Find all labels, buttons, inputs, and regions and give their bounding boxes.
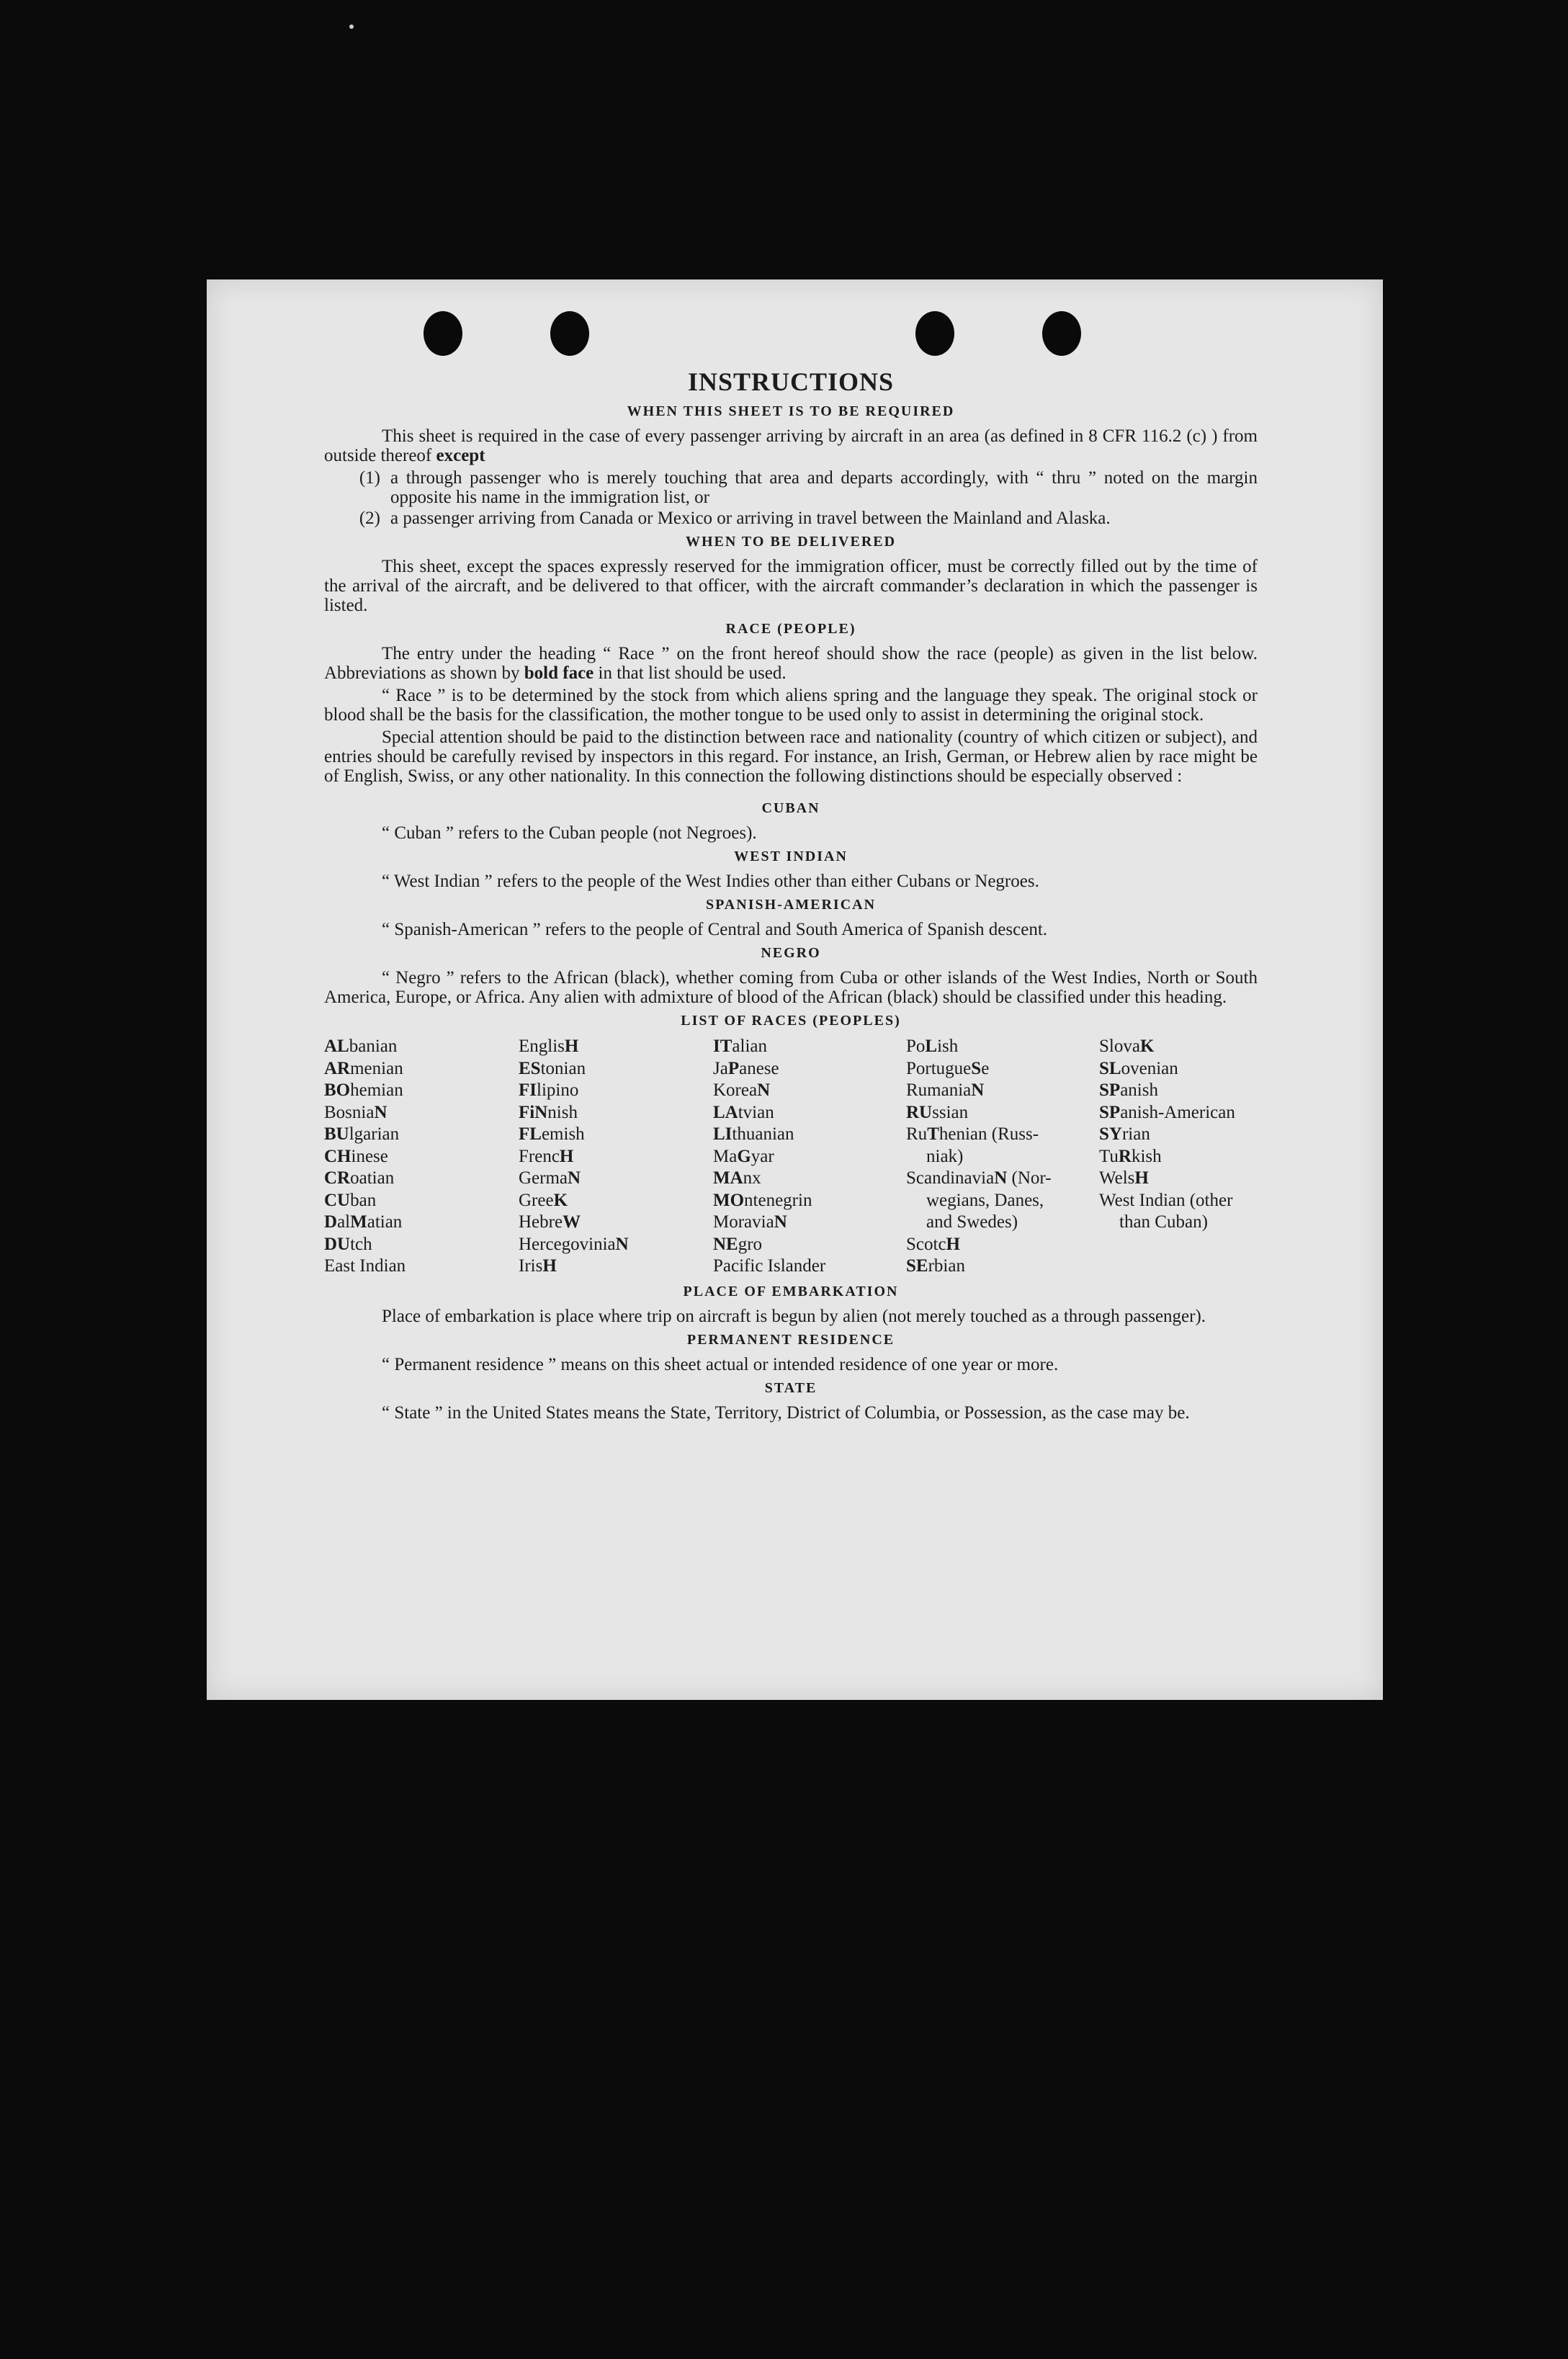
race-entry	[519, 1058, 713, 1080]
race-abbreviation: H	[1134, 1168, 1149, 1188]
race-entry	[1099, 1036, 1258, 1058]
negro-text: “ Negro ” refers to the African (black), whether coming from Cuba or other islands of the West Indies, North or South America, Europe, or Africa. Any alien with admixture of blood of the African (black) should be classified under this heading.	[324, 968, 1258, 1007]
race-abbreviation: K	[1139, 1037, 1155, 1056]
section-heading-races-list: LIST OF RACES (PEOPLES)	[681, 1013, 901, 1029]
race-name-part: hemian	[350, 1080, 403, 1100]
bold-face-text: bold face	[524, 663, 594, 683]
when-required-intro: This sheet is required in the case of every passenger arriving by aircraft in an area (as defined in 8 CFR 116.2 (c) ) from outside thereof except	[324, 426, 1258, 465]
exception-item	[324, 468, 1258, 507]
race-name-part: Frenc	[519, 1146, 560, 1166]
race-name-part: anish-American	[1120, 1102, 1235, 1122]
race-abbreviation: P	[727, 1058, 740, 1078]
except-bold: except	[436, 446, 485, 465]
race-name-part: Germa	[519, 1168, 568, 1188]
section-heading-negro: NEGRO	[761, 945, 821, 961]
race-name-part: Ja	[713, 1058, 728, 1078]
race-entry	[324, 1036, 519, 1058]
race-entry	[906, 1212, 1099, 1234]
race-entry	[906, 1234, 1099, 1256]
section-heading-race: RACE (PEOPLE)	[725, 621, 856, 637]
race-entry	[519, 1212, 713, 1234]
race-entry	[519, 1124, 713, 1146]
race-entry	[713, 1190, 906, 1212]
race-abbreviation: AR	[324, 1058, 351, 1078]
race-abbreviation: SP	[1099, 1080, 1121, 1100]
race-name-part: atian	[367, 1212, 403, 1232]
race-abbreviation: ES	[519, 1058, 541, 1078]
race-abbreviation: H	[559, 1146, 574, 1166]
race-name-part: Slova	[1099, 1037, 1140, 1056]
race-abbreviation: K	[553, 1190, 568, 1210]
race-entry	[324, 1102, 519, 1124]
race-name-part: (Nor-	[1007, 1168, 1052, 1188]
race-entry	[324, 1168, 519, 1190]
race-name-part: Englis	[519, 1037, 565, 1056]
race-name-part: Po	[906, 1037, 926, 1056]
race-name-part: Ma	[713, 1146, 738, 1166]
section-heading-cuban: CUBAN	[761, 800, 820, 816]
race-entry	[1099, 1080, 1258, 1102]
race-name-part: lipino	[537, 1080, 579, 1100]
race-name-part: rian	[1121, 1124, 1150, 1144]
race-entry	[713, 1124, 906, 1146]
race-name-part: menian	[350, 1058, 403, 1078]
race-name-part: gro	[738, 1234, 763, 1254]
race-abbreviation: SP	[1099, 1102, 1121, 1122]
race-name-part: Tu	[1099, 1146, 1119, 1166]
race-name-part: West Indian (other	[1099, 1190, 1233, 1210]
race-abbreviation: CH	[324, 1146, 351, 1166]
race-name-part: lgarian	[349, 1124, 400, 1144]
race-name-part: alian	[732, 1037, 767, 1056]
race-name-part: niak)	[926, 1146, 964, 1166]
race-name-part: Scotc	[906, 1234, 946, 1254]
races-column	[324, 1036, 519, 1278]
cuban-text: “ Cuban ” refers to the Cuban people (not Negroes).	[382, 823, 757, 843]
race-abbreviation: T	[927, 1124, 939, 1144]
race-entry	[906, 1124, 1099, 1146]
race-abbreviation: IT	[713, 1037, 733, 1056]
exception-number: (1)	[359, 468, 380, 488]
race-abbreviation: N	[971, 1080, 985, 1100]
race-paragraph-1: The entry under the heading “ Race ” on the front hereof should show the race (people) as given in the list below. Abbreviations as shown by bold face in that list should be used.	[324, 644, 1258, 683]
race-name-part: henian (Russ-	[938, 1124, 1039, 1144]
race-entry	[324, 1234, 519, 1256]
state-text: “ State ” in the United States means the State, Territory, District of Columbia, or Possession, as the case may be.	[382, 1402, 1190, 1423]
race-entry	[713, 1255, 906, 1278]
race-name-part: Bosnia	[324, 1102, 375, 1122]
race-paragraph-3: Special attention should be paid to the distinction between race and nationality (country of which citizen or subject), and entries should be carefully revised by inspectors in this regard. For instance, an Irish, German, or Hebrew alien by race might be of English, Swiss, or any other nationality. In this connection the following distinctions should be especially observed :	[324, 728, 1258, 786]
race-entry	[519, 1080, 713, 1102]
race-abbreviation: NE	[713, 1234, 738, 1254]
race-abbreviation: AL	[324, 1037, 349, 1056]
race-abbreviation: N	[994, 1168, 1008, 1188]
race-paragraph-2: “ Race ” is to be determined by the stock from which aliens spring and the language they speak. The original stock or blood shall be the basis for the classification, the mother tongue to be used only to assist in determining the original stock.	[324, 686, 1258, 725]
race-entry	[713, 1058, 906, 1080]
race-abbreviation: N	[757, 1080, 771, 1100]
race-name-part: ssian	[932, 1102, 969, 1122]
race-abbreviation: FL	[519, 1124, 542, 1144]
race-entry	[1099, 1212, 1258, 1234]
race-abbreviation: LI	[713, 1124, 733, 1144]
race-name-part: Rumania	[906, 1080, 972, 1100]
punch-hole	[424, 311, 462, 356]
race-name-part: ban	[350, 1190, 377, 1210]
race-name-part: anese	[739, 1058, 779, 1078]
race-entry	[519, 1146, 713, 1168]
race-name-part: East Indian	[324, 1256, 406, 1276]
race-abbreviation: N	[568, 1168, 581, 1188]
race-name-part: kish	[1131, 1146, 1162, 1166]
race-name-part: Portugue	[906, 1058, 972, 1078]
race-entry	[713, 1036, 906, 1058]
embarkation-text: Place of embarkation is place where trip on aircraft is begun by alien (not merely touched as a through passenger).	[382, 1306, 1206, 1326]
race-name-part: banian	[349, 1037, 398, 1056]
exception-number: (2)	[359, 509, 380, 528]
section-heading-west-indian: WEST INDIAN	[734, 849, 848, 864]
exception-item	[324, 509, 1258, 528]
races-column	[906, 1036, 1099, 1278]
race-entry	[713, 1146, 906, 1168]
race-entry	[906, 1146, 1099, 1168]
race-entry	[324, 1190, 519, 1212]
race-entry	[519, 1255, 713, 1278]
film-speck	[349, 24, 354, 29]
race-name-part: al	[337, 1212, 351, 1232]
race-name-part: and Swedes)	[926, 1212, 1018, 1232]
race-name-part: nish	[547, 1102, 578, 1122]
race-abbreviation: LA	[713, 1102, 738, 1122]
race-name-part: ish	[937, 1037, 959, 1056]
race-name-part: ntenegrin	[744, 1190, 812, 1210]
document-sheet	[207, 279, 1383, 1700]
instructions-content	[324, 367, 1258, 1425]
race-name-part: tvian	[738, 1102, 774, 1122]
punch-hole	[915, 311, 954, 356]
race-entry	[906, 1168, 1099, 1190]
race-abbreviation: N	[615, 1234, 629, 1254]
race-entry	[324, 1146, 519, 1168]
race-entry	[906, 1058, 1099, 1080]
races-column	[519, 1036, 713, 1278]
race-name-part: Hercegovinia	[519, 1234, 616, 1254]
race-name-part: Moravia	[713, 1212, 774, 1232]
race-name-part: thuanian	[732, 1124, 794, 1144]
race-entry	[713, 1212, 906, 1234]
race-abbreviation: D	[324, 1212, 338, 1232]
race-name-part: Pacific Islander	[713, 1256, 826, 1276]
race-name-part: nx	[743, 1168, 761, 1188]
race-name-part: rbian	[928, 1256, 965, 1276]
race-entry	[713, 1234, 906, 1256]
race-abbreviation: L	[925, 1037, 938, 1056]
races-column	[1099, 1036, 1258, 1278]
race-name-part: Hebre	[519, 1212, 563, 1232]
race-name-part: than Cuban)	[1119, 1212, 1208, 1232]
race-abbreviation: Fi	[519, 1102, 535, 1122]
race-entry	[713, 1168, 906, 1190]
race-name-part: tonian	[540, 1058, 586, 1078]
race-name-part: anish	[1120, 1080, 1158, 1100]
race-abbreviation: SL	[1099, 1058, 1121, 1078]
race-abbreviation: N	[374, 1102, 387, 1122]
race-entry	[519, 1102, 713, 1124]
race-name-part: ovenian	[1121, 1058, 1178, 1078]
race-abbreviation: H	[946, 1234, 960, 1254]
section-heading-embarkation: PLACE OF EMBARKATION	[683, 1283, 899, 1299]
race-entry	[1099, 1146, 1258, 1168]
race-abbreviation: CU	[324, 1190, 351, 1210]
race-entry	[713, 1102, 906, 1124]
when-delivered-text: This sheet, except the spaces expressly reserved for the immigration officer, must be correctly filled out by the time of the arrival of the aircraft, and be delivered to that officer, with the aircraft commander’s declaration in which the passenger is listed.	[324, 557, 1258, 615]
race-entry	[324, 1212, 519, 1234]
race-abbreviation: CR	[324, 1168, 351, 1188]
race-abbreviation: R	[1118, 1146, 1132, 1166]
race-abbreviation: BO	[324, 1080, 351, 1100]
race-name-part: Ru	[906, 1124, 928, 1144]
race-abbreviation: G	[737, 1146, 751, 1166]
race-abbreviation: DU	[324, 1234, 351, 1254]
race-name-part: inese	[351, 1146, 388, 1166]
residence-text: “ Permanent residence ” means on this sheet actual or intended residence of one year or more.	[382, 1354, 1059, 1374]
section-heading-when-required: WHEN THIS SHEET IS TO BE REQUIRED	[627, 403, 955, 419]
race-entry	[519, 1168, 713, 1190]
race-name-part: wegians, Danes,	[926, 1190, 1044, 1210]
race-abbreviation: H	[542, 1256, 557, 1276]
race-entry	[324, 1255, 519, 1278]
race-entry	[1099, 1124, 1258, 1146]
race-abbreviation: BU	[324, 1124, 349, 1144]
race-entry	[324, 1124, 519, 1146]
race-name-part: yar	[751, 1146, 774, 1166]
race-name-part: Iris	[519, 1256, 543, 1276]
race-entry	[906, 1102, 1099, 1124]
race-abbreviation: M	[350, 1212, 367, 1232]
section-heading-state: STATE	[764, 1379, 817, 1396]
race-entry	[906, 1255, 1099, 1278]
race-abbreviation: MA	[713, 1168, 743, 1188]
race-name-part: tch	[350, 1234, 372, 1254]
race-entry	[906, 1190, 1099, 1212]
race-abbreviation: W	[563, 1212, 581, 1232]
spanish-american-text: “ Spanish-American ” refers to the people of Central and South America of Spanish descent.	[382, 920, 1048, 939]
race-abbreviation: H	[564, 1037, 579, 1056]
exception-text: a through passenger who is merely touching that area and departs accordingly, with “ thru ” noted on the margin opposite his name in the immigration list, or	[390, 468, 1258, 507]
race-abbreviation: S	[971, 1058, 982, 1078]
race-name-part: Wels	[1099, 1168, 1135, 1188]
race-name-part: Scandinavia	[906, 1168, 995, 1188]
race-name-part: Korea	[713, 1080, 758, 1100]
race-entry	[906, 1080, 1099, 1102]
race-name-part: oatian	[350, 1168, 395, 1188]
race-abbreviation: N	[534, 1102, 548, 1122]
race-abbreviation: MO	[713, 1190, 745, 1210]
race-entry	[1099, 1190, 1258, 1212]
race-name-part: emish	[541, 1124, 585, 1144]
race-entry	[519, 1036, 713, 1058]
race-entry	[1099, 1168, 1258, 1190]
section-heading-when-delivered: WHEN TO BE DELIVERED	[685, 534, 897, 550]
race-name-part: Gree	[519, 1190, 554, 1210]
race-name-part: e	[981, 1058, 990, 1078]
section-heading-residence: PERMANENT RESIDENCE	[686, 1331, 895, 1348]
race-abbreviation: N	[774, 1212, 787, 1232]
race-abbreviation: RU	[906, 1102, 933, 1122]
race-abbreviation: SY	[1099, 1124, 1122, 1144]
punch-hole	[1042, 311, 1081, 356]
races-column	[713, 1036, 906, 1278]
race-entry	[713, 1080, 906, 1102]
race-entry	[519, 1190, 713, 1212]
race-entry	[1099, 1058, 1258, 1080]
race-entry	[519, 1234, 713, 1256]
race-abbreviation: FI	[519, 1080, 537, 1100]
exception-text: a passenger arriving from Canada or Mexico or arriving in travel between the Mainland and Alaska.	[390, 509, 1111, 528]
west-indian-text: “ West Indian ” refers to the people of the West Indies other than either Cubans or Negroes.	[382, 872, 1039, 891]
races-list	[324, 1036, 1258, 1278]
race-entry	[324, 1058, 519, 1080]
race-abbreviation: SE	[906, 1256, 928, 1276]
page-title: INSTRUCTIONS	[687, 367, 895, 396]
race-entry	[906, 1036, 1099, 1058]
section-heading-spanish-american: SPANISH-AMERICAN	[705, 897, 877, 913]
race-entry	[324, 1080, 519, 1102]
race-entry	[1099, 1102, 1258, 1124]
punch-hole	[550, 311, 589, 356]
